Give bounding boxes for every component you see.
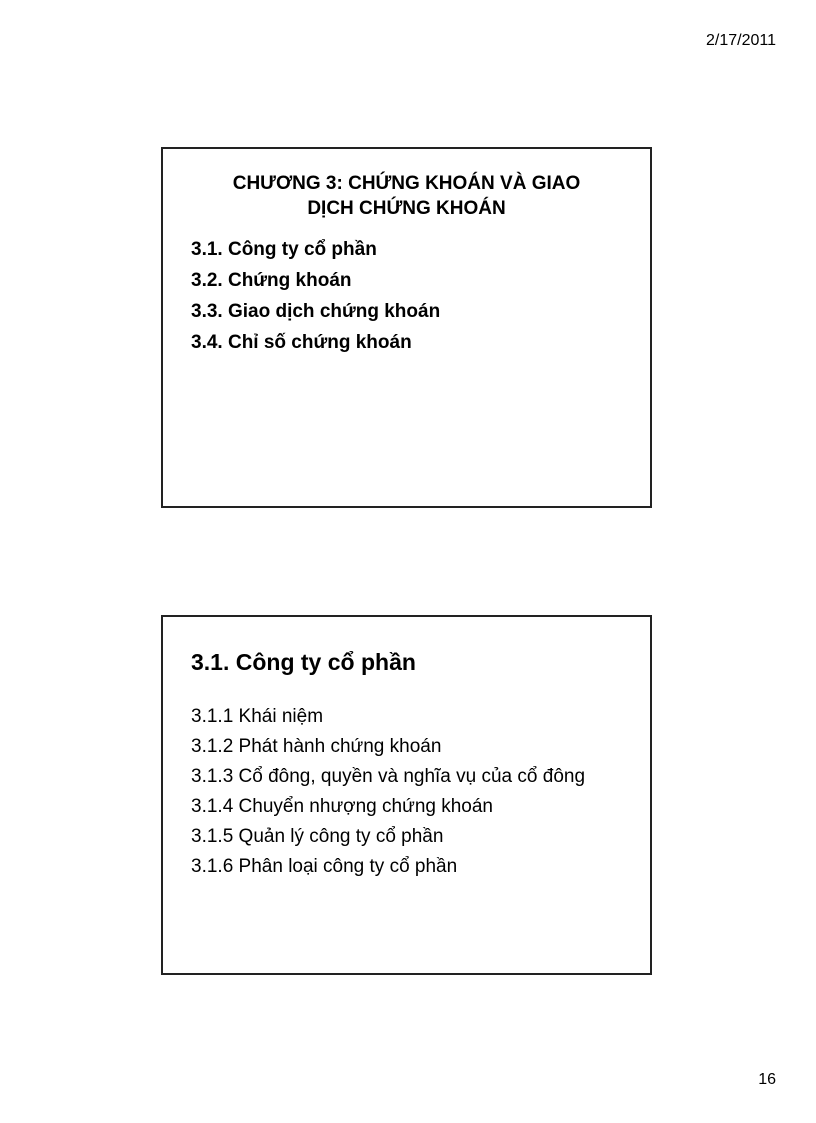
subsection-item: 3.1.4 Chuyển nhượng chứng khoán — [191, 796, 493, 817]
slide-chapter-overview — [161, 147, 652, 508]
subsection-list — [191, 704, 631, 884]
slide-title-line-1: CHƯƠNG 3: CHỨNG KHOÁN VÀ GIAO — [232, 173, 581, 194]
section-item: 3.4. Chỉ số chứng khoán — [191, 332, 412, 353]
section-item: 3.3. Giao dịch chứng khoán — [191, 301, 441, 322]
subsection-item: 3.1.3 Cổ đông, quyền và nghĩa vụ của cổ đông — [191, 766, 586, 787]
chapter-section-list — [191, 234, 440, 358]
slide-heading: 3.1. Công ty cổ phần — [191, 649, 416, 675]
slide-section-overview — [161, 615, 652, 975]
page-number: 16 — [758, 1071, 776, 1088]
slide-title — [163, 171, 650, 221]
section-item: 3.1. Công ty cổ phần — [191, 239, 377, 260]
subsection-item: 3.1.5 Quản lý công ty cổ phần — [191, 826, 444, 847]
page-date: 2/17/2011 — [706, 32, 776, 49]
subsection-item: 3.1.2 Phát hành chứng khoán — [191, 736, 442, 757]
slide-title-line-2: DỊCH CHỨNG KHOÁN — [307, 198, 506, 219]
subsection-item: 3.1.1 Khái niệm — [191, 706, 324, 727]
section-item: 3.2. Chứng khoán — [191, 270, 352, 291]
subsection-item: 3.1.6 Phân loại công ty cổ phần — [191, 856, 458, 877]
